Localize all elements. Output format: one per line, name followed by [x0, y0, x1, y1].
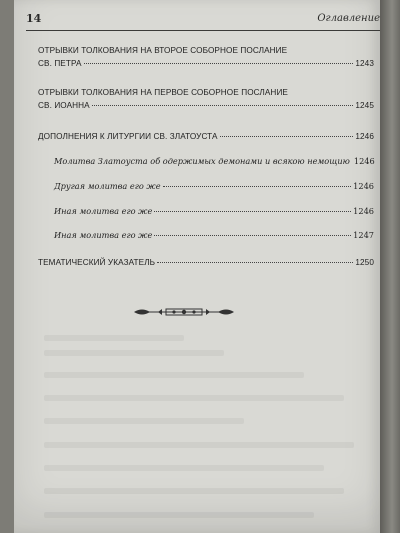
show-through-line: [44, 350, 224, 356]
toc-entry: [38, 46, 374, 68]
toc-entry-title-cont: СВ. ИОАННА: [38, 101, 90, 110]
show-through-line: [44, 418, 244, 424]
toc-subentry: [54, 181, 374, 191]
toc-page-number: 1246: [353, 156, 375, 166]
toc-page-number: 1246: [355, 132, 374, 141]
toc-page-number: 1250: [355, 258, 374, 267]
toc-page-number: 1246: [353, 181, 374, 191]
toc-page-number: 1243: [355, 59, 374, 68]
toc-subentry: [54, 230, 374, 240]
toc-entry-title-cont: СВ. ПЕТРА: [38, 59, 82, 68]
show-through-line: [44, 335, 184, 341]
toc-subentry: [54, 156, 374, 166]
toc-entry-title: ОТРЫВКИ ТОЛКОВАНИЯ НА ВТОРОЕ СОБОРНОЕ ПОСЛАНИЕ: [38, 46, 288, 55]
toc-subentry-title: Иная молитва его же: [54, 206, 153, 216]
toc-page-number: 1245: [355, 101, 374, 110]
show-through-line: [44, 465, 324, 471]
leader-dots: [157, 261, 353, 263]
page-header: [26, 12, 380, 31]
page-number: 14: [26, 12, 42, 25]
book-spine-edge: [380, 0, 400, 533]
show-through-line: [44, 512, 314, 518]
leader-dots: [163, 186, 352, 187]
toc-page-number: 1246: [353, 206, 374, 216]
toc-entry: [38, 88, 374, 110]
toc-subentry-title: Другая молитва его же: [54, 181, 161, 191]
toc-subentry: [54, 206, 374, 216]
show-through-line: [44, 395, 344, 401]
toc-page-number: 1247: [353, 230, 374, 240]
leader-dots: [92, 104, 354, 106]
ornament-divider-icon: [132, 305, 236, 319]
leader-dots: [154, 211, 351, 212]
leader-dots: [84, 62, 354, 64]
show-through-line: [44, 442, 354, 448]
toc-entry-title: ДОПОЛНЕНИЯ К ЛИТУРГИИ СВ. ЗЛАТОУСТА: [38, 132, 218, 141]
toc-entry-title: ТЕМАТИЧЕСКИЙ УКАЗАТЕЛЬ: [38, 258, 156, 267]
show-through-line: [44, 372, 304, 378]
running-head: Оглавление: [317, 13, 380, 24]
toc-entry-title: ОТРЫВКИ ТОЛКОВАНИЯ НА ПЕРВОЕ СОБОРНОЕ ПОСЛАНИЕ: [38, 88, 288, 97]
leader-dots: [220, 135, 354, 137]
toc-subentry-title: Молитва Златоуста об одержимых демонами и всякою немощию: [54, 156, 350, 166]
toc-entry: [38, 258, 374, 267]
show-through-line: [44, 488, 344, 494]
leader-dots: [154, 235, 351, 236]
toc-entry: [38, 132, 374, 141]
toc-subentry-title: Иная молитва его же: [54, 230, 153, 240]
